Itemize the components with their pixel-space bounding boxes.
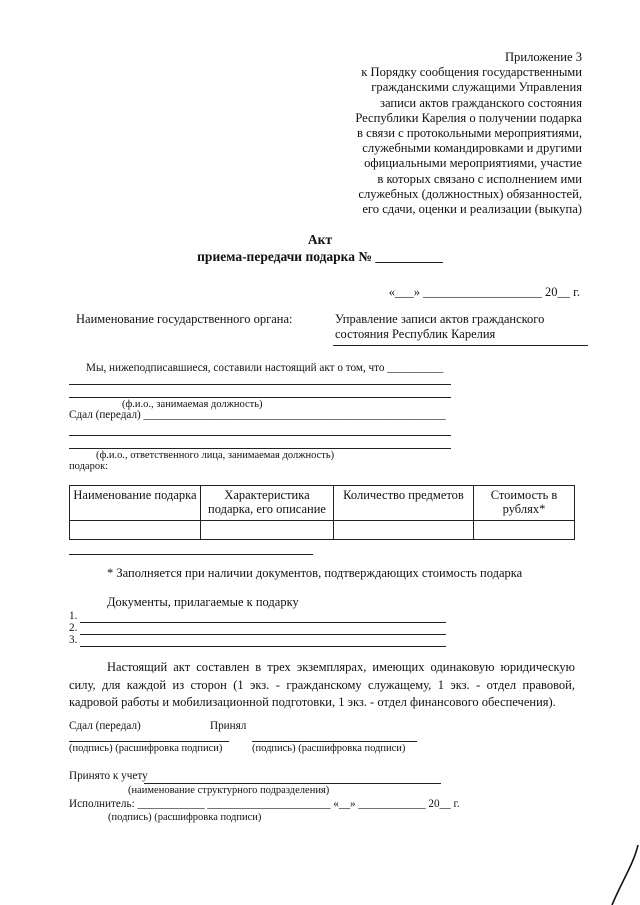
blank-line <box>69 435 451 436</box>
footnote: * Заполняется при наличии документов, подтверждающих стоимость подарка <box>107 566 523 580</box>
document-item-number: 1. <box>69 610 78 622</box>
appendix-line: Приложение 3 <box>504 50 582 64</box>
accounting-unit-line <box>144 783 441 784</box>
appendix-line: служебными командировками и другими <box>362 141 582 156</box>
intro-text: Мы, нижеподписавшиеся, составили настоящий акт о том, что __________ <box>86 362 444 374</box>
appendix-line: служебных (должностных) обязанностей, <box>358 186 582 201</box>
documents-heading: Документы, прилагаемые к подарку <box>107 595 299 609</box>
handed-label: Сдал (передал) ______________________________________________________ <box>69 409 446 421</box>
table-row <box>70 521 575 540</box>
signature-handed-label: Сдал (передал) <box>69 720 141 732</box>
organ-label: Наименование государственного органа: <box>76 312 293 326</box>
date-line: «___» ___________________ 20__ г. <box>388 285 580 299</box>
blank-line <box>69 384 451 385</box>
appendix-line: к Порядку сообщения государственными <box>361 65 582 80</box>
appendix-line: записи актов гражданского состояния <box>379 95 582 110</box>
organ-underline <box>333 345 588 346</box>
table-cell <box>70 521 201 540</box>
appendix-block <box>282 50 582 217</box>
executor-line: Исполнитель: ____________ ______________________ «__» ____________ 20__ г. <box>69 798 460 810</box>
table-cell <box>474 521 575 540</box>
signature-caption-left: (подпись) (расшифровка подписи) <box>69 743 223 754</box>
organ-value-line1: Управление записи актов гражданского <box>335 312 545 326</box>
appendix-line: в которых связано с исполнением ими <box>377 171 582 186</box>
gift-table <box>69 485 575 540</box>
document-item-number: 2. <box>69 622 78 634</box>
corner-pen-mark <box>600 845 640 905</box>
appendix-line: гражданскими служащими Управления <box>371 80 582 95</box>
table-cell <box>201 521 334 540</box>
caption-fio-position: (ф.и.о., занимаемая должность) <box>122 399 263 410</box>
document-item-line <box>80 646 446 647</box>
table-header-cell: Наименование подарка <box>70 486 201 521</box>
accounting-unit-caption: (наименование структурного подразделения) <box>128 785 330 796</box>
footnote-separator <box>69 554 313 555</box>
signature-caption-right: (подпись) (расшифровка подписи) <box>252 743 406 754</box>
table-header-cell: Стоимость в рублях* <box>474 486 575 521</box>
accepted-for-accounting-label: Принято к учету <box>69 770 148 782</box>
appendix-line: Республики Карелия о получении подарка <box>355 110 582 125</box>
appendix-line: его сдачи, оценки и реализации (выкупа) <box>362 202 582 217</box>
executor-caption: (подпись) (расшифровка подписи) <box>108 812 262 823</box>
document-item-line <box>80 634 446 635</box>
caption-responsible: (ф.и.о., ответственного лица, занимаемая должность) <box>96 450 335 461</box>
blank-line <box>69 448 451 449</box>
table-header-row <box>70 486 575 521</box>
copies-paragraph: Настоящий акт составлен в трех экземплярах, имеющих одинаковую юридическую силу, для каждой из сторон (1 экз. - гражданскому служащему, 1 экз. - отдел правовой, кадровой работы и мобилизационной подготовки, 1 экз. - отдел финансового обеспечения). <box>69 660 575 709</box>
table-cell <box>334 521 474 540</box>
gift-label: подарок: <box>69 461 109 472</box>
table-header-cell: Количество предметов <box>334 486 474 521</box>
organ-value-line2: состояния Республик Карелия <box>335 327 496 341</box>
signature-line-right <box>252 741 417 742</box>
document-item-line <box>80 622 446 623</box>
appendix-line: официальными мероприятиями, участие <box>364 156 582 171</box>
document-title: Акт <box>307 232 333 247</box>
signature-line-left <box>69 741 229 742</box>
document-item-number: 3. <box>69 634 78 646</box>
blank-line <box>69 397 451 398</box>
signature-accepted-label: Принял <box>210 720 247 732</box>
table-header-cell: Характеристика подарка, его описание <box>201 486 334 521</box>
appendix-line: в связи с протокольными мероприятиями, <box>357 126 582 141</box>
document-subtitle: приема-передачи подарка № __________ <box>197 249 443 264</box>
